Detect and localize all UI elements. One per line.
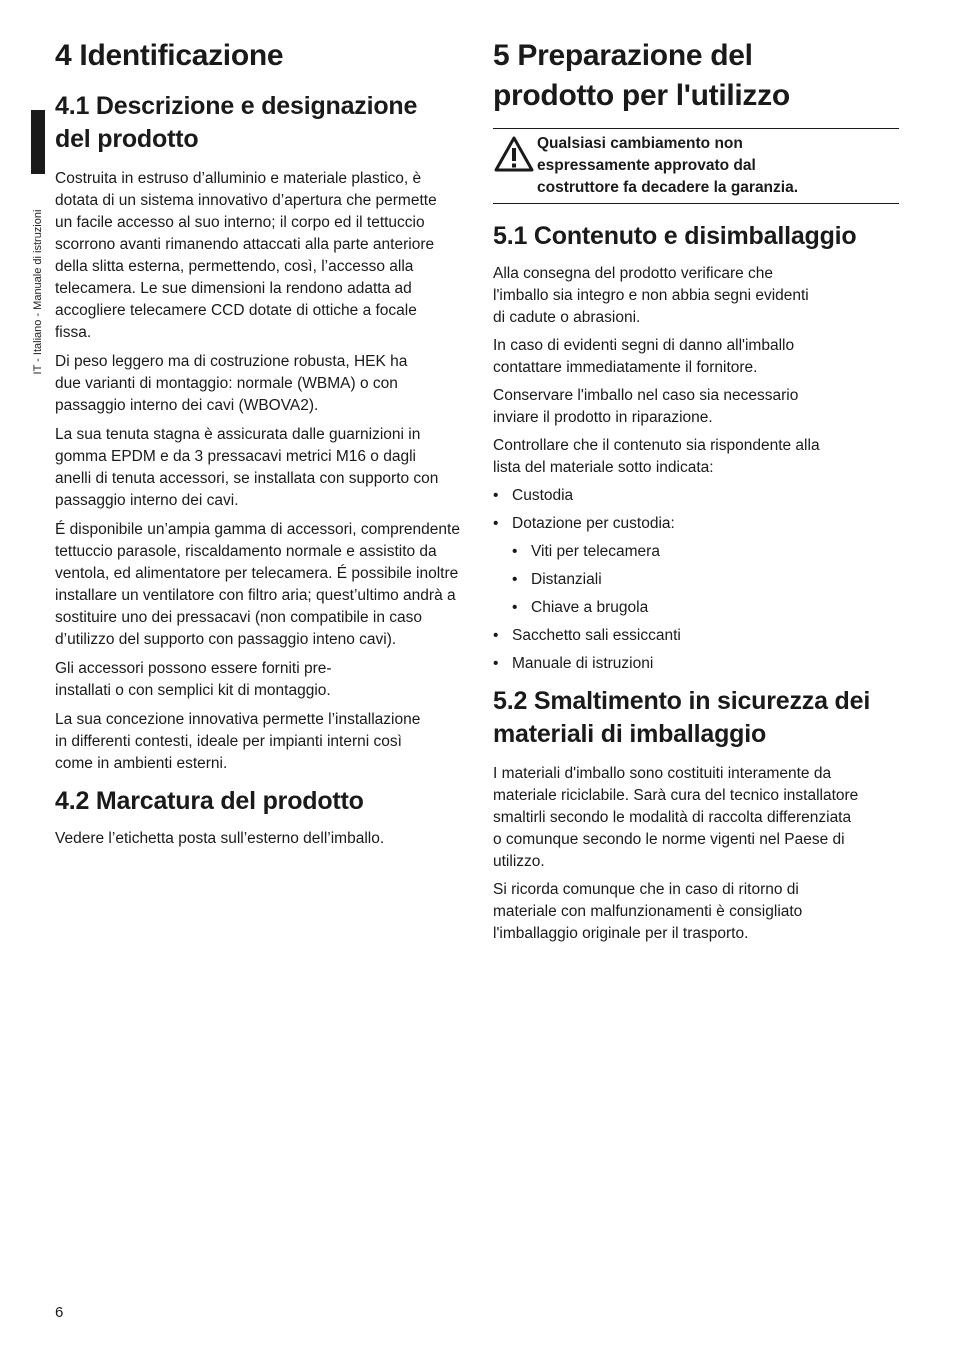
paragraph: Conservare l'imballo nel caso sia necessario inviare il prodotto in riparazione.: [493, 387, 799, 426]
list-item: • Custodia: [493, 485, 899, 507]
paragraph: Si ricorda comunque che in caso di ritorno di materiale con malfunzionamenti è consigliato l'imballaggio originale per il trasporto.: [493, 881, 803, 942]
warning-triangle-icon: [493, 133, 537, 178]
list-item: • Sacchetto sali essiccanti: [493, 625, 899, 647]
side-language-label: IT - Italiano - Manuale di istruzioni: [32, 209, 44, 375]
page-number: 6: [55, 1304, 64, 1321]
paragraph: É disponibile un’ampia gamma di accessori, comprendente tettuccio parasole, riscaldamento normale e assistito da ventola, ed alimentatore per telecamera. É possibile inoltre installare un ventilatore con filtro aria; quest’ultimo andrà a sostituire uno dei pressacavi (non compatibile in caso d’utilizzo del supporto con passaggio inteno cavi).: [55, 521, 460, 648]
section-5-2-heading: 5.2 Smaltimento in sicurezza dei materiali di imballaggio: [493, 687, 871, 748]
paragraph: Vedere l’etichetta posta sull’esterno dell’imballo.: [55, 830, 385, 847]
paragraph: La sua concezione innovativa permette l’installazione in differenti contesti, ideale per impianti interni così come in ambienti esterni.: [55, 711, 421, 772]
list-item: • Distanziali: [512, 569, 899, 591]
paragraph: Costruita in estruso d’alluminio e materiale plastico, è dotata di un sistema innovativo d’apertura che permette un facile accesso al suo interno; il corpo ed il tettuccio scorrono avanti rimanendo attaccati alla parte anteriore della slitta esterna, permettendo, così, l’accesso alla telecamera. Le sue dimensioni la rendono adatta ad accogliere telecamere CCD dotate di ottiche a focale fissa.: [55, 170, 437, 341]
left-column: [55, 36, 461, 850]
paragraph: La sua tenuta stagna è assicurata dalle guarnizioni in gomma EPDM e da 3 pressacavi metrici M16 o dagli anelli di tenuta accessori, se installata con supporto con passaggio interno dei cavi.: [55, 426, 439, 509]
list-item: • Viti per telecamera: [512, 541, 899, 563]
section-5-heading: 5 Preparazione del prodotto per l'utilizzo: [493, 39, 790, 112]
paragraph: Alla consegna del prodotto verificare che l'imballo sia integro e non abbia segni evidenti di cadute o abrasioni.: [493, 265, 809, 326]
contents-list: [493, 485, 899, 675]
paragraph: Di peso leggero ma di costruzione robusta, HEK ha due varianti di montaggio: normale (WBMA) o con passaggio interno dei cavi (WBOVA2).: [55, 353, 408, 414]
paragraph: In caso di evidenti segni di danno all'imballo contattare immediatamente il fornitore.: [493, 337, 795, 376]
section-4-1-heading: 4.1 Descrizione e designazione del prodotto: [55, 92, 418, 153]
list-item: • Chiave a brugola: [512, 597, 899, 619]
list-item: • Dotazione per custodia:: [493, 513, 899, 535]
section-5-1-heading: 5.1 Contenuto e disimballaggio: [493, 222, 857, 250]
paragraph: Gli accessori possono essere forniti pre-installati o con semplici kit di montaggio.: [55, 660, 332, 699]
warning-text: Qualsiasi cambiamento non espressamente approvato dal costruttore fa decadere la garanzia.: [537, 135, 799, 196]
paragraph: Controllare che il contenuto sia rispondente alla lista del materiale sotto indicata:: [493, 437, 820, 476]
right-column: [493, 36, 899, 945]
warning-box: [493, 128, 899, 204]
section-4-heading: 4 Identificazione: [55, 39, 284, 72]
side-tab-marker: [31, 110, 45, 174]
section-4-2-heading: 4.2 Marcatura del prodotto: [55, 787, 364, 815]
list-item: • Manuale di istruzioni: [493, 653, 899, 675]
paragraph: I materiali d'imballo sono costituiti interamente da materiale riciclabile. Sarà cura del tecnico installatore smaltirli secondo le modalità di raccolta differenziata o comunque secondo le norme vigenti nel Paese di utilizzo.: [493, 765, 859, 870]
